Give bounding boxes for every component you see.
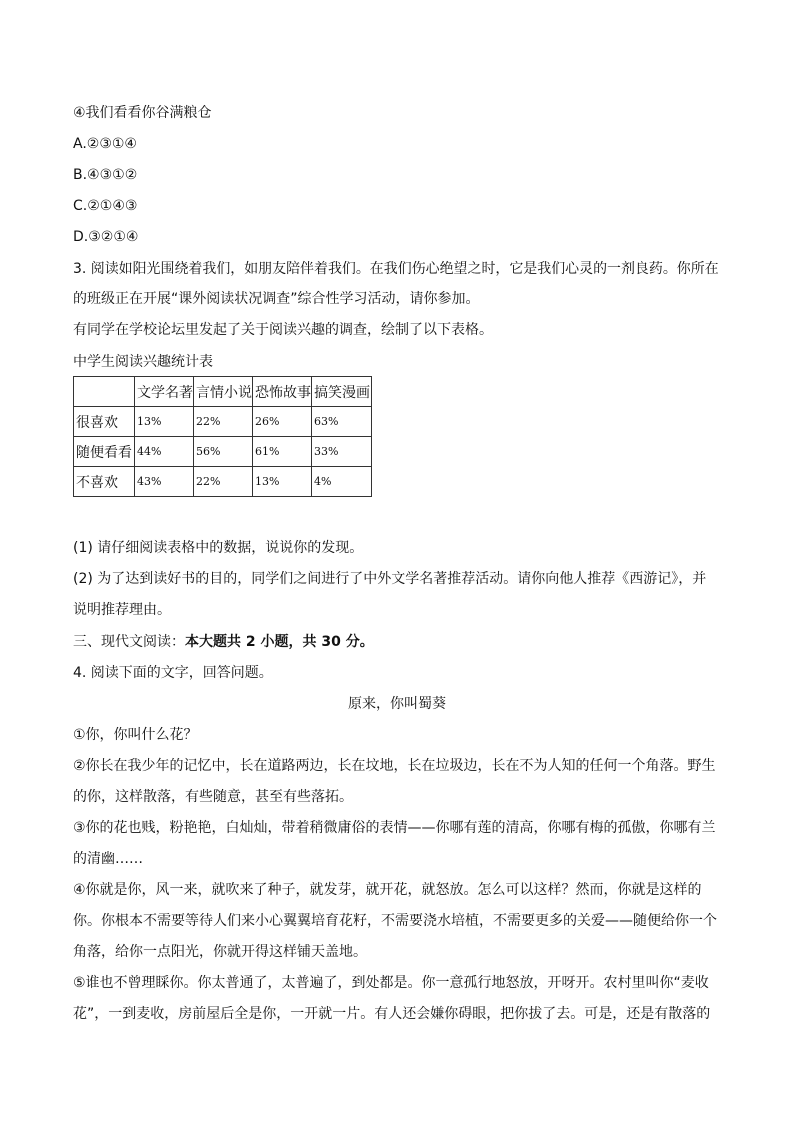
table-row [74, 407, 372, 437]
table-cell: 13% [253, 467, 312, 497]
sub-question-1: (1) 请仔细阅读表格中的数据，说说你的发现。 [73, 540, 364, 556]
paragraph-5-line-2: 花”，一到麦收，房前屋后全是你，一开就一片。有人还会嫌你碍眼，把你拔了去。可是，还是有散落的 [73, 1006, 711, 1022]
table-row [74, 437, 372, 467]
paragraph-5-line-1: ⑤谁也不曾理睬你。你太普通了，太普遍了，到处都是。你一意孤行地怒放，开呀开。农村里叫你“麦收 [73, 975, 709, 991]
question-4: 4. 阅读下面的文字，回答问题。 [73, 665, 273, 681]
question-3-line-2: 的班级正在开展“课外阅读状况调查”综合性学习活动，请你参加。 [73, 291, 480, 307]
paragraph-2-line-1: ②你长在我少年的记忆中，长在道路两边，长在坟地，长在垃圾边，长在不为人知的任何一个角落。野生 [73, 758, 716, 774]
table-header-cell [74, 377, 135, 407]
table-header-row [74, 377, 372, 407]
table-cell: 4% [312, 467, 372, 497]
section-heading-label: 三、现代文阅读： [73, 634, 185, 650]
sub-question-2-line-1: (2) 为了达到读好书的目的，同学们之间进行了中外文学名著推荐活动。请你向他人推荐《西游记》，并 [73, 571, 707, 587]
question-3-line-1: 3. 阅读如阳光围绕着我们，如朋友陪伴着我们。在我们伤心绝望之时，它是我们心灵的一剂良药。你所在 [73, 261, 719, 277]
table-cell: 44% [135, 437, 194, 467]
option-line-4: ④我们看看你谷满粮仓 [73, 105, 212, 121]
paragraph-1: ①你，你叫什么花？ [73, 727, 198, 743]
row-label: 不喜欢 [74, 467, 135, 497]
table-header-cell: 搞笑漫画 [312, 377, 372, 407]
table-title: 中学生阅读兴趣统计表 [73, 354, 213, 370]
paragraph-2-line-2: 的你，这样散落，有些随意，甚至有些落拓。 [73, 789, 353, 805]
choice-c: C.②①④③ [73, 198, 138, 214]
table-cell: 61% [253, 437, 312, 467]
section-heading-detail: 本大题共 2 小题，共 30 分。 [185, 634, 374, 650]
paragraph-3-line-1: ③你的花也贱，粉艳艳，白灿灿，带着稍微庸俗的表情——你哪有莲的清高，你哪有梅的孤傲，你哪有兰 [73, 820, 716, 836]
choice-a: A.②③①④ [73, 136, 137, 152]
table-header-cell: 文学名著 [135, 377, 194, 407]
reading-interest-table [73, 376, 372, 497]
paragraph-3-line-2: 的清幽…… [73, 851, 143, 867]
choice-d: D.③②①④ [73, 229, 139, 245]
paragraph-4-line-1: ④你就是你，风一来，就吹来了种子，就发芽，就开花，就怒放。怎么可以这样？然而，你就是这样的 [73, 882, 702, 898]
sub-question-2-line-2: 说明推荐理由。 [73, 602, 171, 618]
row-label: 随便看看 [74, 437, 135, 467]
table-cell: 63% [312, 407, 372, 437]
question-3-line-3: 有同学在学校论坛里发起了关于阅读兴趣的调查，绘制了以下表格。 [73, 322, 493, 338]
section-heading [73, 633, 374, 651]
row-label: 很喜欢 [74, 407, 135, 437]
table-header-cell: 言情小说 [194, 377, 253, 407]
paragraph-4-line-2: 你。你根本不需要等待人们来小心翼翼培育花籽，不需要浇水培植，不需要更多的关爱——随便给你一个 [73, 913, 717, 929]
paragraph-4-line-3: 角落，给你一点阳光，你就开得这样铺天盖地。 [73, 944, 367, 960]
table-row [74, 467, 372, 497]
choice-b: B.④③①② [73, 167, 138, 183]
table-header-cell: 恐怖故事 [253, 377, 312, 407]
table-cell: 22% [194, 467, 253, 497]
table-cell: 22% [194, 407, 253, 437]
table-cell: 26% [253, 407, 312, 437]
table-cell: 13% [135, 407, 194, 437]
table-cell: 33% [312, 437, 372, 467]
table-cell: 56% [194, 437, 253, 467]
table-cell: 43% [135, 467, 194, 497]
article-title: 原来，你叫蜀葵 [348, 696, 446, 712]
